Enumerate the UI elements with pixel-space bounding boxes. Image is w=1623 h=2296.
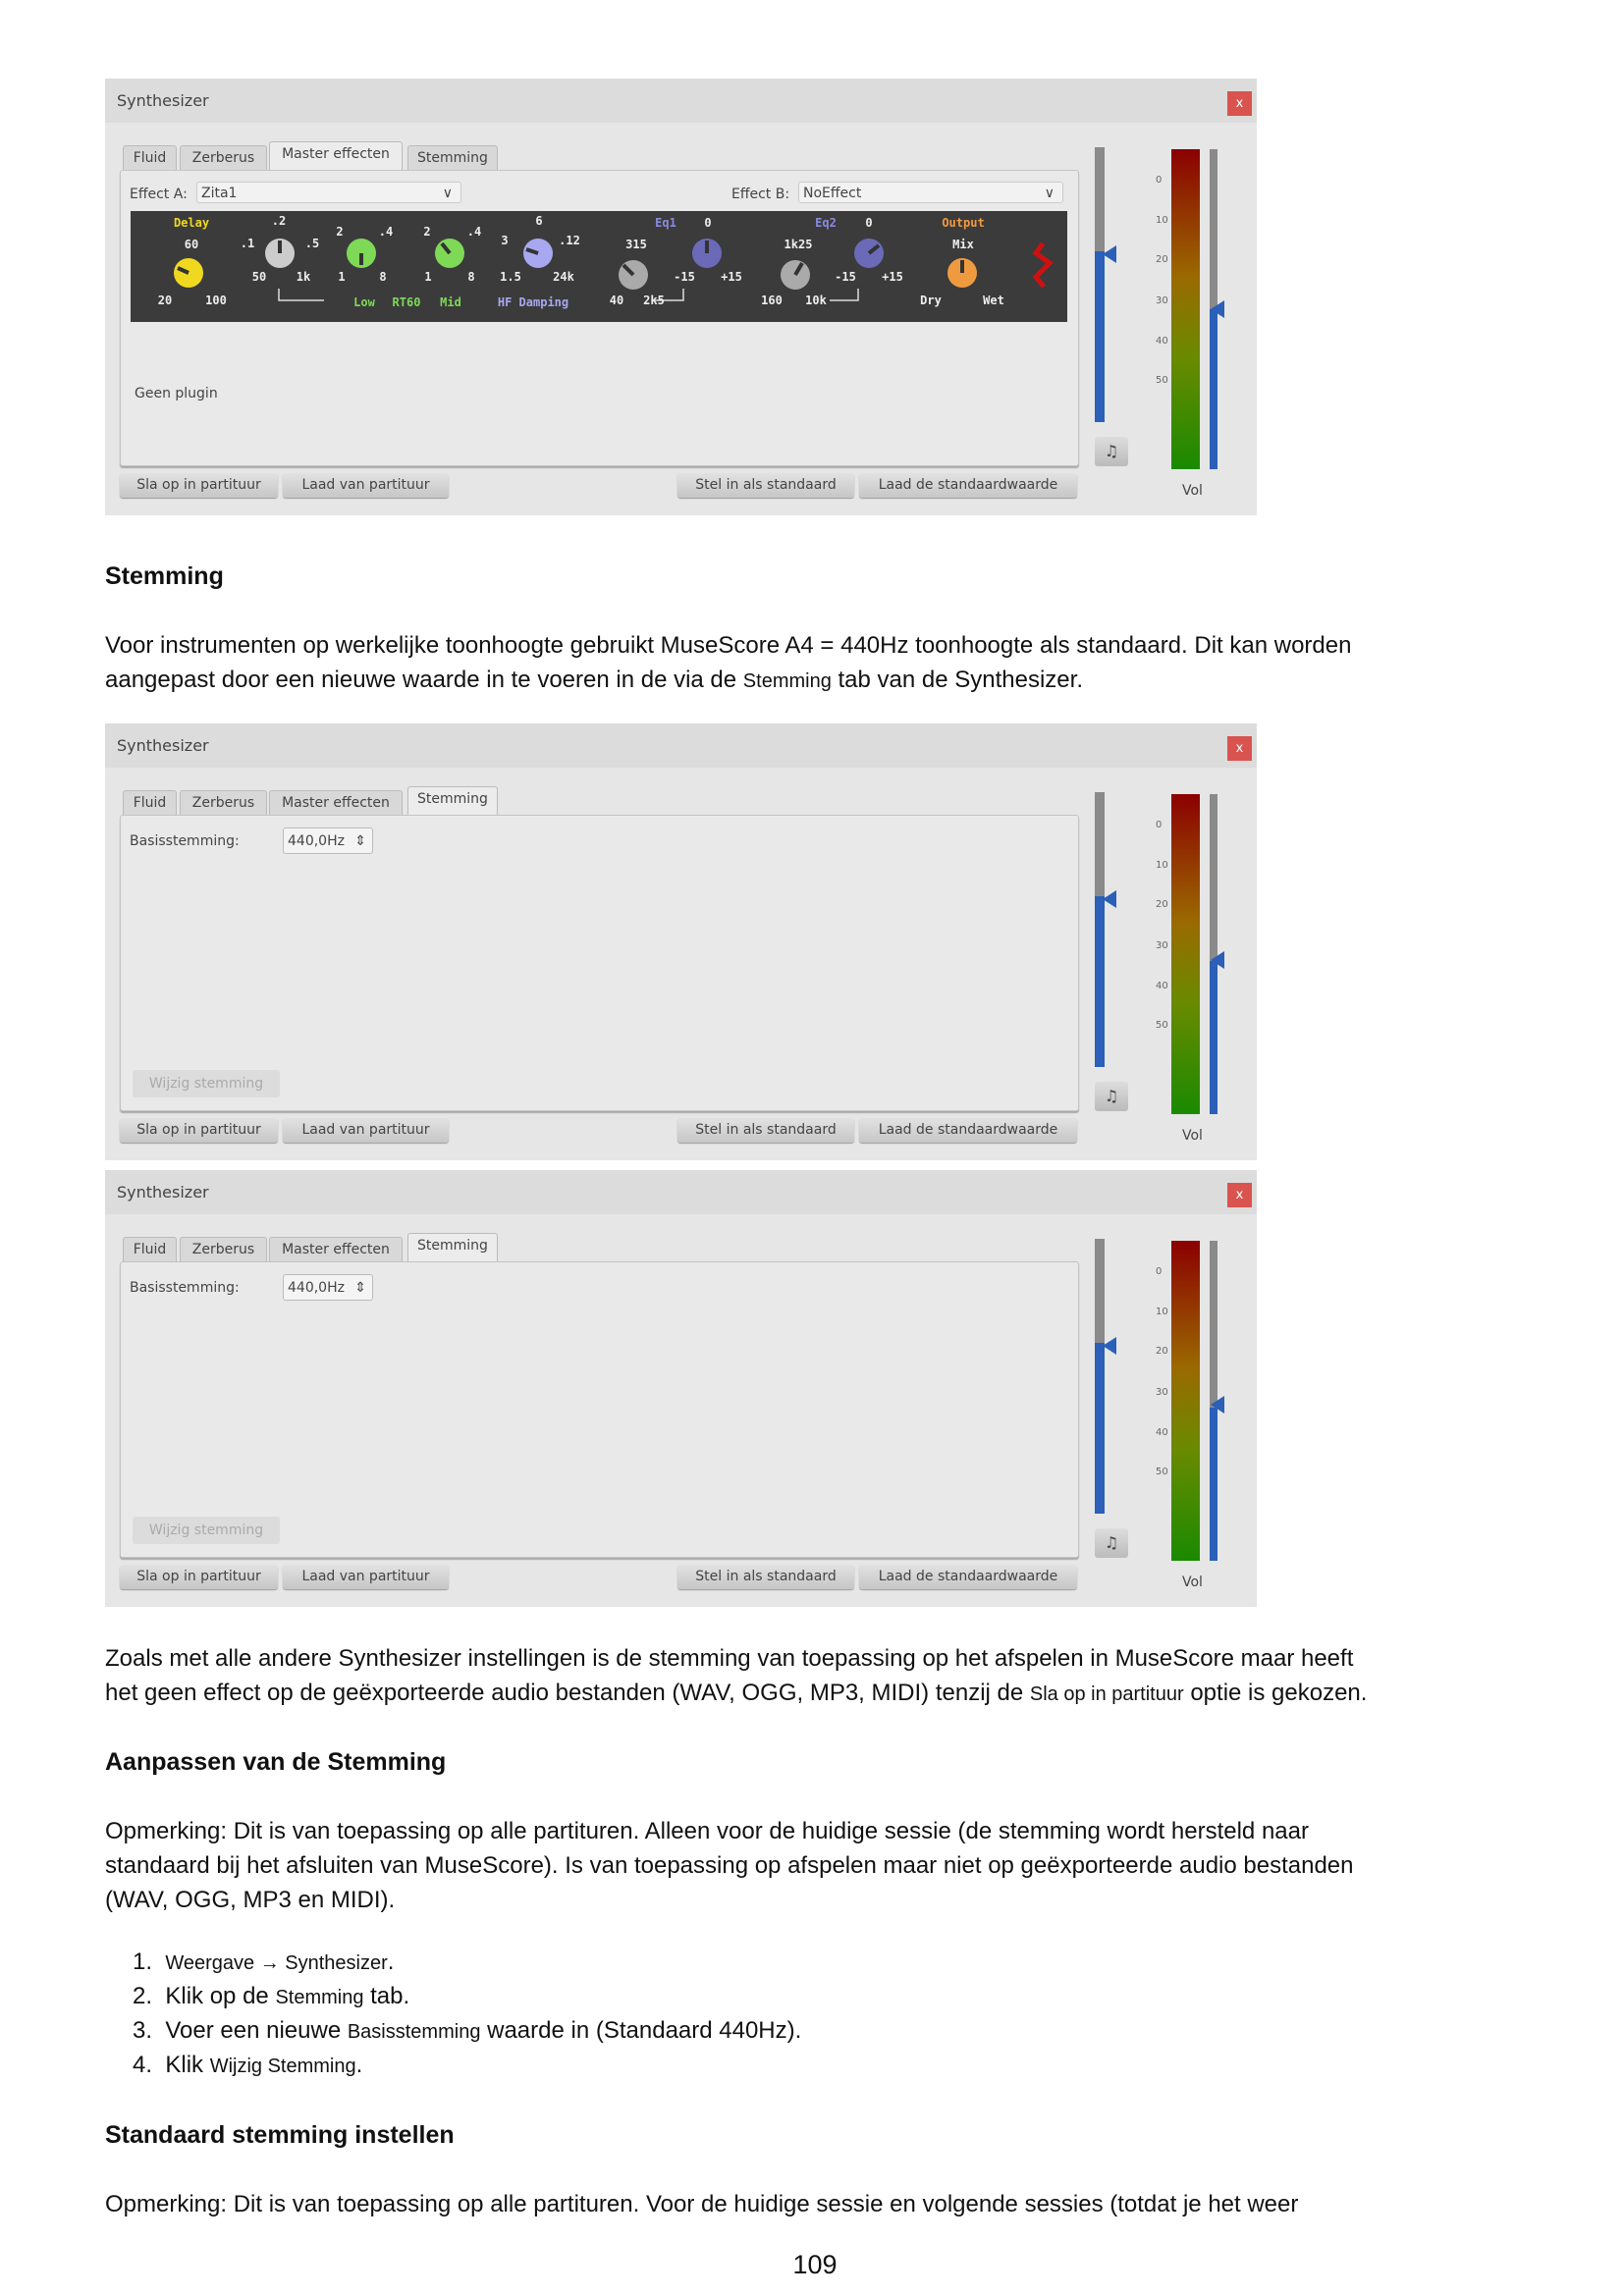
tab-zerberus[interactable]: Zerberus: [180, 145, 267, 171]
volume-slider-handle[interactable]: [1103, 245, 1116, 263]
volume-slider[interactable]: [1095, 792, 1105, 1067]
text: optie is gekozen.: [1183, 1680, 1368, 1706]
inline-ui-term: Basisstemming: [347, 2021, 481, 2043]
level-meter: [1171, 1241, 1200, 1561]
level-meter: [1171, 794, 1200, 1114]
knob-label: 1k: [296, 270, 311, 284]
meter-scale-label: 40: [1156, 336, 1168, 347]
list-item: [133, 2048, 362, 2084]
tab-fluid[interactable]: Fluid: [123, 1237, 177, 1262]
knob-label: 3: [501, 234, 509, 247]
knob-label: 1.5: [500, 270, 521, 284]
tab-content: [120, 1261, 1079, 1558]
chevron-down-icon: ∨: [442, 186, 453, 201]
level-marker: [1211, 951, 1224, 969]
save-to-score-button[interactable]: Sla op in partituur: [120, 473, 278, 498]
meter-scale-label: 40: [1156, 1427, 1168, 1438]
heading-default-tuning: Standaard stemming instellen: [105, 2121, 455, 2149]
text: tab van de Synthesizer.: [831, 667, 1083, 693]
paragraph-line: (WAV, OGG, MP3 en MIDI).: [105, 1887, 396, 1913]
paragraph-line: Voor instrumenten op werkelijke toonhoogte gebruikt MuseScore A4 = 440Hz toonhoogte als standaard. Dit kan worden: [105, 632, 1352, 659]
knob-label: 1k25: [784, 238, 813, 251]
level-meter: [1171, 149, 1200, 469]
volume-slider-handle[interactable]: [1103, 890, 1116, 908]
effect-b-select[interactable]: [798, 182, 1063, 203]
tab-fluid[interactable]: Fluid: [123, 790, 177, 816]
save-to-score-button[interactable]: Sla op in partituur: [120, 1565, 278, 1589]
knob-label: 60: [184, 238, 199, 251]
knob-label: HF Damping: [497, 295, 569, 309]
knob-label: 40: [609, 294, 624, 307]
change-tuning-button: Wijzig stemming: [133, 1517, 280, 1544]
tab-master-effects[interactable]: Master effecten: [269, 1237, 403, 1262]
inline-ui-term: Weergave → Synthesizer: [165, 1952, 388, 1974]
tuning-spinbox[interactable]: [283, 1274, 373, 1301]
knob-label: 8: [467, 270, 475, 284]
metronome-icon[interactable]: ♫: [1095, 437, 1128, 466]
knob-label: Mix: [952, 238, 974, 251]
knob-label: 160: [761, 294, 783, 307]
close-button[interactable]: x: [1227, 736, 1252, 761]
paragraph-line: [105, 663, 1083, 699]
knob-label: Eq1: [655, 216, 676, 230]
effect-b-value: NoEffect: [803, 186, 862, 201]
load-from-score-button[interactable]: Laad van partituur: [283, 1565, 449, 1589]
load-from-score-button[interactable]: Laad van partituur: [283, 1118, 449, 1143]
knob-label: Delay: [173, 216, 210, 230]
close-button[interactable]: x: [1227, 91, 1252, 116]
paragraph-line: Opmerking: Dit is van toepassing op alle partituren. Voor de huidige sessie en volgende sessies (totdat je het weer: [105, 2191, 1299, 2217]
tab-stemming[interactable]: Stemming: [407, 1233, 498, 1263]
volume-slider[interactable]: [1095, 1239, 1105, 1514]
knob-label: .5: [304, 237, 320, 250]
meter-scale-label: 30: [1156, 1387, 1168, 1398]
knob-label: .12: [559, 234, 580, 247]
close-button[interactable]: x: [1227, 1183, 1252, 1207]
effect-a-select[interactable]: [196, 182, 461, 203]
window-title: Synthesizer: [117, 736, 209, 755]
volume-label: Vol: [1182, 1575, 1203, 1590]
knob-label: 10k: [805, 294, 827, 307]
tuning-value: 440,0Hz: [288, 1280, 345, 1296]
title-bar: [105, 79, 1257, 123]
level-marker: [1211, 300, 1224, 318]
meter-scale-label: 10: [1156, 215, 1168, 226]
paragraph-line: Zoals met alle andere Synthesizer instellingen is de stemming van toepassing op het afspelen in MuseScore maar heeft: [105, 1645, 1354, 1672]
knob-label: +15: [721, 270, 742, 284]
effect-a-label: Effect A:: [130, 187, 188, 202]
knob-label: +15: [882, 270, 903, 284]
paragraph-line: Opmerking: Dit is van toepassing op alle partituren. Alleen voor de huidige sessie (de stemming wordt hersteld naar: [105, 1818, 1309, 1844]
effect-a-value: Zita1: [201, 186, 238, 201]
no-plugin-text: Geen plugin: [135, 386, 218, 401]
heading-stemming: Stemming: [105, 562, 224, 590]
set-as-default-button[interactable]: Stel in als standaard: [677, 473, 854, 498]
text: tab.: [363, 1983, 410, 2009]
knob-label: Dry: [920, 294, 942, 307]
load-from-score-button[interactable]: Laad van partituur: [283, 473, 449, 498]
knob-label: 0: [865, 216, 873, 230]
set-as-default-button[interactable]: Stel in als standaard: [677, 1118, 854, 1143]
inline-ui-term: Stemming: [742, 670, 832, 692]
tuning-value: 440,0Hz: [288, 833, 345, 849]
meter-scale-label: 50: [1156, 1020, 1168, 1031]
meter-scale-label: 50: [1156, 375, 1168, 386]
synthesizer-window-tuning: [105, 1170, 1257, 1607]
knob-label: Low: [353, 295, 375, 309]
heading-adjust-tuning: Aanpassen van de Stemming: [105, 1748, 447, 1776]
spin-arrows-icon[interactable]: ⇕: [354, 1280, 366, 1296]
volume-label: Vol: [1182, 1128, 1203, 1144]
meter-scale-label: 20: [1156, 1346, 1168, 1357]
load-default-button[interactable]: Laad de standaardwaarde: [859, 1118, 1077, 1143]
page-number: 109: [792, 2250, 838, 2279]
text: .: [355, 2052, 363, 2078]
change-tuning-button: Wijzig stemming: [133, 1070, 280, 1097]
knob-label: 1: [338, 270, 346, 284]
metronome-icon[interactable]: ♫: [1095, 1528, 1128, 1558]
meter-scale-label: 0: [1156, 1266, 1163, 1277]
meter-scale-label: 30: [1156, 295, 1168, 306]
text: Klik op de: [165, 1983, 276, 2009]
tab-content: [120, 815, 1079, 1111]
synthesizer-window-master-effects: [105, 79, 1257, 515]
text: het geen effect op de geëxporteerde audio bestanden (WAV, OGG, MP3, MIDI) tenzij de: [105, 1680, 1030, 1706]
tuning-spinbox[interactable]: [283, 828, 373, 854]
meter-scale-label: 20: [1156, 899, 1168, 910]
knob-label: .1: [240, 237, 255, 250]
volume-slider[interactable]: [1095, 147, 1105, 422]
tab-zerberus[interactable]: Zerberus: [180, 1237, 267, 1262]
meter-scale-label: 0: [1156, 175, 1163, 186]
spin-arrows-icon[interactable]: ⇕: [354, 833, 366, 849]
knob-label: 315: [625, 238, 647, 251]
knob-label: 6: [535, 214, 543, 228]
text: .: [387, 1949, 395, 1975]
list-number: 2.: [133, 1983, 153, 2009]
knob-label: 2: [336, 225, 344, 239]
list-item: [133, 1979, 409, 2015]
inline-ui-term: Wijzig Stemming: [209, 2056, 356, 2077]
volume-label: Vol: [1182, 483, 1203, 499]
list-number: 3.: [133, 2017, 153, 2044]
effect-b-label: Effect B:: [731, 187, 790, 202]
text: waarde in (Standaard 440Hz).: [480, 2017, 802, 2044]
knob-label: 1: [424, 270, 432, 284]
knob-label: 50: [251, 270, 267, 284]
knob-label: 100: [205, 294, 227, 307]
list-number: 1.: [133, 1949, 153, 1975]
knob-label: .4: [378, 225, 394, 239]
tab-stemming[interactable]: Stemming: [407, 786, 498, 817]
knob-label: 2: [423, 225, 431, 239]
knob-label: 20: [157, 294, 173, 307]
inline-ui-term: Sla op in partituur: [1029, 1683, 1184, 1705]
list-item: [133, 2013, 801, 2050]
tuning-label: Basisstemming:: [130, 833, 240, 849]
knob-label: .2: [271, 214, 287, 228]
meter-scale-label: 10: [1156, 860, 1168, 871]
knob-label: Output: [942, 216, 985, 230]
text: Voer een nieuwe: [165, 2017, 348, 2044]
knob-label: 8: [379, 270, 387, 284]
tab-zerberus[interactable]: Zerberus: [180, 790, 267, 816]
knob-label: RT60: [392, 295, 421, 309]
load-default-button[interactable]: Laad de standaardwaarde: [859, 1565, 1077, 1589]
meter-scale-label: 50: [1156, 1467, 1168, 1477]
knob-label: Mid: [440, 295, 461, 309]
knob-label: Eq2: [815, 216, 837, 230]
tab-fluid[interactable]: Fluid: [123, 145, 177, 171]
inline-ui-term: Stemming: [275, 1987, 364, 2008]
knob-label: .4: [466, 225, 482, 239]
meter-scale-label: 20: [1156, 254, 1168, 265]
meter-scale-label: 30: [1156, 940, 1168, 951]
chevron-down-icon: ∨: [1044, 186, 1055, 201]
meter-scale-label: 0: [1156, 820, 1163, 830]
knob-label: 0: [704, 216, 712, 230]
synthesizer-window-tuning: [105, 723, 1257, 1160]
list-number: 4.: [133, 2052, 153, 2078]
knob-label: -15: [835, 270, 856, 284]
window-title: Synthesizer: [117, 1183, 209, 1201]
tab-master-effects[interactable]: Master effecten: [269, 141, 403, 172]
meter-scale-label: 10: [1156, 1307, 1168, 1317]
title-bar: [105, 723, 1257, 768]
load-default-button[interactable]: Laad de standaardwaarde: [859, 473, 1077, 498]
tuning-label: Basisstemming:: [130, 1280, 240, 1296]
tab-stemming[interactable]: Stemming: [407, 145, 498, 171]
title-bar: [105, 1170, 1257, 1214]
volume-slider-handle[interactable]: [1103, 1337, 1116, 1355]
knob-label: 2k5: [643, 294, 665, 307]
knob-label: 24k: [553, 270, 574, 284]
paragraph-line: [105, 1676, 1367, 1712]
tab-master-effects[interactable]: Master effecten: [269, 790, 403, 816]
text: Klik: [165, 2052, 210, 2078]
paragraph-line: standaard bij het afsluiten van MuseScore). Is van toepassing op afspelen maar niet op geëxporteerde audio bestanden: [105, 1852, 1354, 1879]
text: aangepast door een nieuwe waarde in te voeren in de via de: [105, 667, 743, 693]
save-to-score-button[interactable]: Sla op in partituur: [120, 1118, 278, 1143]
list-item: [133, 1945, 394, 1981]
level-marker: [1211, 1396, 1224, 1414]
meter-scale-label: 40: [1156, 981, 1168, 991]
metronome-icon[interactable]: ♫: [1095, 1082, 1128, 1111]
set-as-default-button[interactable]: Stel in als standaard: [677, 1565, 854, 1589]
window-title: Synthesizer: [117, 91, 209, 110]
knob-label: Wet: [983, 294, 1004, 307]
knob-label: -15: [674, 270, 695, 284]
